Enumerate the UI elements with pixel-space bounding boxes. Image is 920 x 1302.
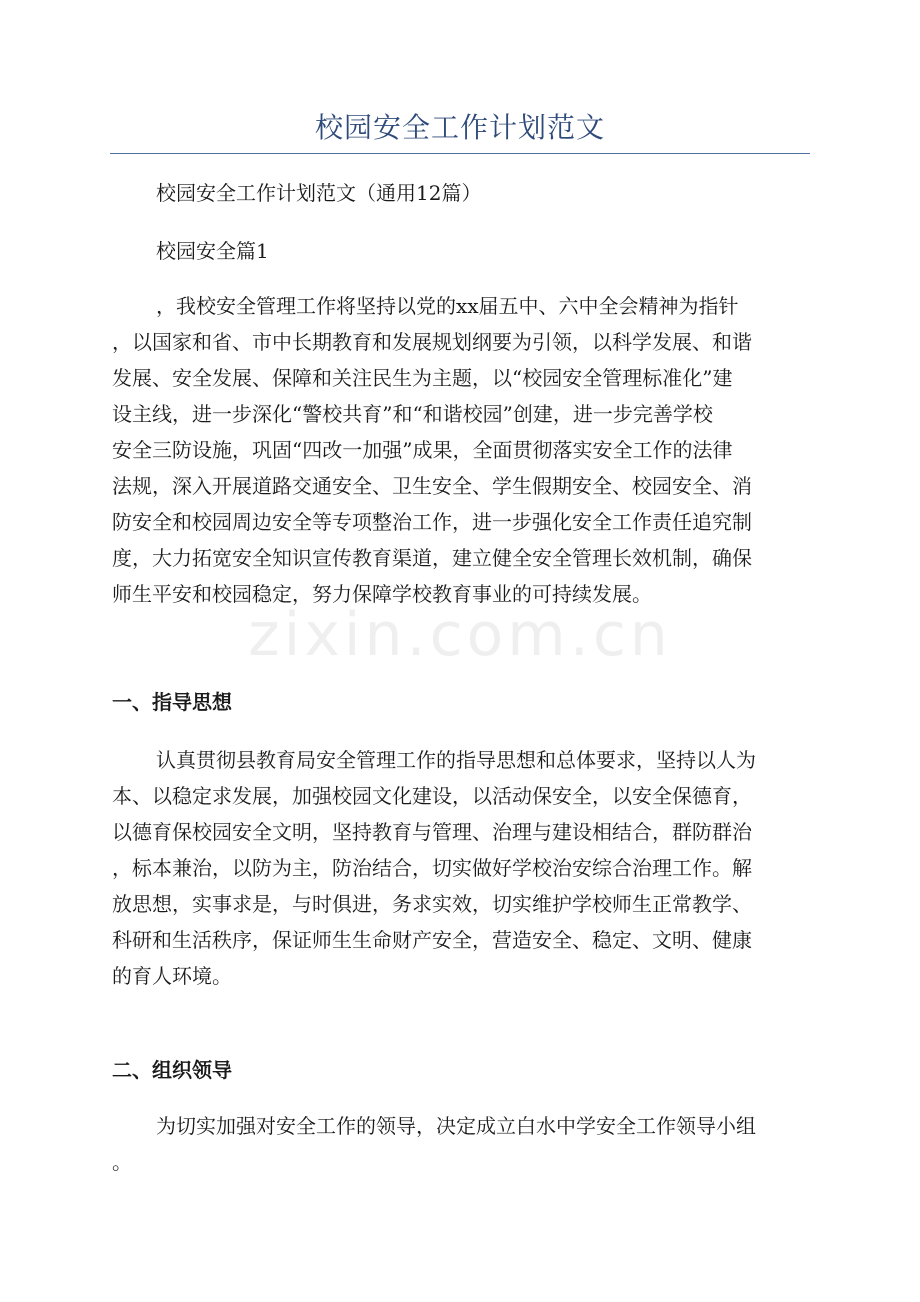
paragraph-line: 的育人环境。: [112, 964, 232, 988]
watermark: zixin.com.cn: [248, 600, 672, 670]
paragraph-line: 设主线，进一步深化“警校共育”和“和谐校园”创建，进一步完善学校: [112, 402, 713, 426]
paragraph-line: 安全三防设施，巩固“四改一加强”成果，全面贯彻落实安全工作的法律: [112, 438, 733, 462]
section-heading-organization: 二、组织领导: [112, 1058, 232, 1082]
paragraph-line: 度，大力拓宽安全知识宣传教育渠道，建立健全安全管理长效机制，确保: [112, 546, 752, 570]
title-divider: [110, 153, 810, 154]
document-subtitle: [112, 175, 808, 211]
paragraph-line: 发展、安全发展、保障和关注民生为主题，以“校园安全管理标准化”建: [112, 366, 733, 390]
paragraph-line: 认真贯彻县教育局安全管理工作的指导思想和总体要求，坚持以人为: [156, 748, 756, 772]
paragraph-line: 以德育保校园安全文明，坚持教育与管理、治理与建设相结合，群防群治: [112, 820, 752, 844]
section-heading-guiding-ideology: 一、指导思想: [112, 690, 232, 714]
paragraph-line: 师生平安和校园稳定，努力保障学校教育事业的可持续发展。: [112, 582, 652, 606]
paragraph-line: 。: [112, 1150, 132, 1174]
part-label-line: 校园安全篇1: [156, 239, 269, 263]
paragraph-line: 为切实加强对安全工作的领导，决定成立白水中学安全工作领导小组: [156, 1114, 756, 1138]
section2-paragraph: [112, 1108, 808, 1180]
paragraph-line: ，我校安全管理工作将坚持以党的xx届五中、六中全会精神为指针: [156, 294, 739, 318]
part-label: [112, 233, 808, 269]
paragraph-line: 放思想，实事求是，与时俱进，务求实效，切实维护学校师生正常教学、: [112, 892, 752, 916]
intro-paragraph: [112, 288, 808, 612]
paragraph-line: ，以国家和省、市中长期教育和发展规划纲要为引领，以科学发展、和谐: [112, 330, 752, 354]
paragraph-line: 本、以稳定求发展，加强校园文化建设，以活动保安全，以安全保德育，: [112, 784, 752, 808]
section1-paragraph: [112, 742, 808, 994]
paragraph-line: 法规，深入开展道路交通安全、卫生安全、学生假期安全、校园安全、消: [112, 474, 752, 498]
paragraph-line: 防安全和校园周边安全等专项整治工作，进一步强化安全工作责任追究制: [112, 510, 752, 534]
paragraph-line: 科研和生活秩序，保证师生生命财产安全，营造安全、稳定、文明、健康: [112, 928, 752, 952]
paragraph-line: ，标本兼治，以防为主，防治结合，切实做好学校治安综合治理工作。解: [112, 856, 752, 880]
document-title: 校园安全工作计划范文: [314, 111, 605, 144]
subtitle-line: 校园安全工作计划范文（通用12篇）: [156, 181, 482, 205]
